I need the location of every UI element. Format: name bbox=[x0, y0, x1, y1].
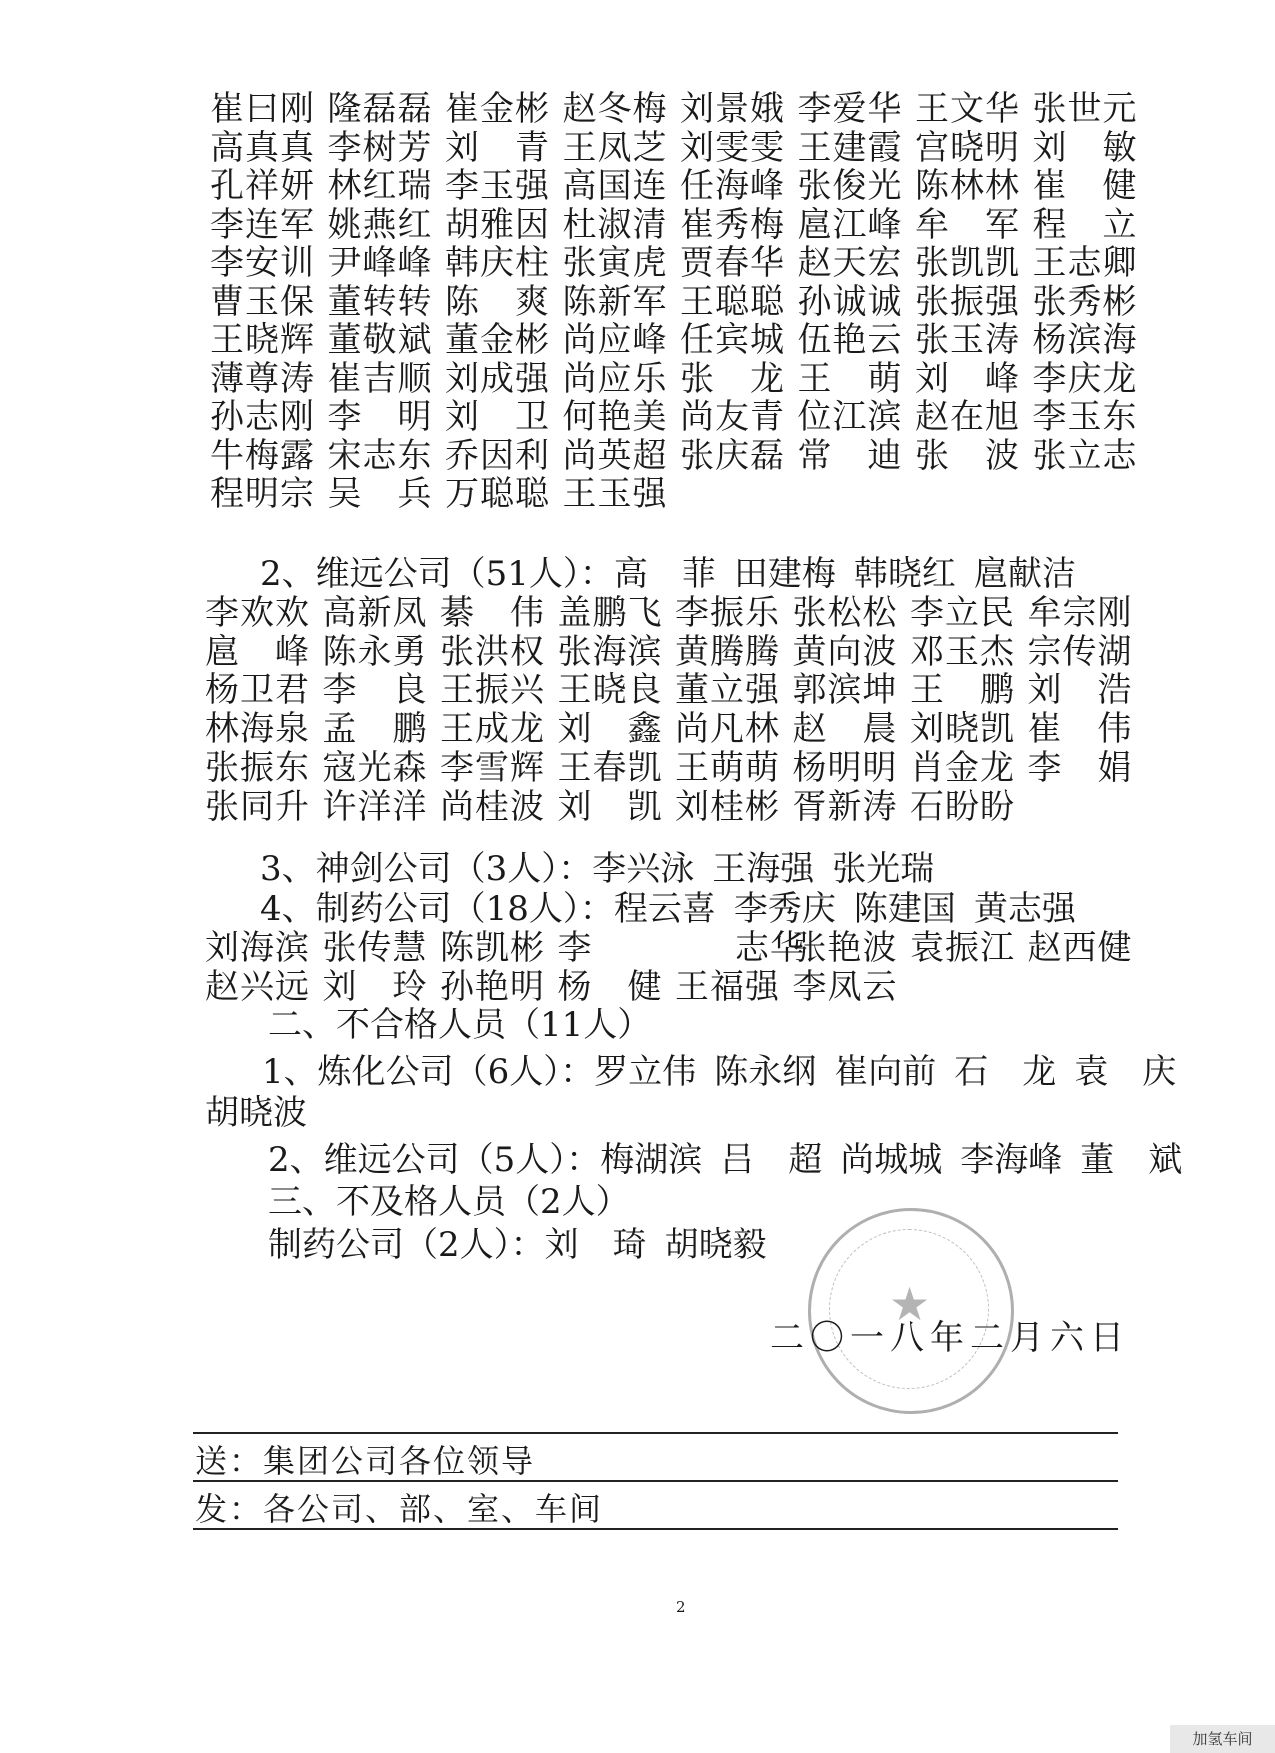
person-name: 林红瑞 bbox=[327, 166, 433, 206]
shenjian-section bbox=[205, 850, 1165, 889]
weiyuan-section bbox=[205, 555, 1165, 827]
person-name: 袁 庆 bbox=[1074, 1052, 1177, 1092]
person-name: 李玉东 bbox=[1032, 397, 1138, 437]
person-name: 高新凤 bbox=[322, 592, 428, 633]
person-name: 高国连 bbox=[562, 166, 668, 206]
person-name: 胡晓毅 bbox=[664, 1225, 767, 1265]
person-name: 崔曰刚 bbox=[210, 89, 315, 129]
person-name: 董立强 bbox=[675, 670, 780, 711]
person-name: 崔金彬 bbox=[445, 89, 550, 129]
star-icon: ★ bbox=[889, 1277, 931, 1331]
person-name: 隆磊磊 bbox=[327, 89, 433, 129]
person-name: 李立民 bbox=[910, 592, 1015, 633]
person-name: 陈新军 bbox=[562, 281, 668, 322]
person-name: 程云喜 bbox=[613, 889, 716, 929]
person-name: 黄向波 bbox=[792, 631, 898, 672]
person-name: 黄腾腾 bbox=[675, 631, 780, 672]
person-name: 黄志强 bbox=[973, 889, 1076, 929]
person-name: 刘景娥 bbox=[680, 89, 785, 129]
person-name: 刘雯雯 bbox=[680, 127, 785, 168]
person-name: 王海强 bbox=[712, 849, 815, 889]
zhiyao-header-line bbox=[205, 890, 1165, 929]
person-name: 牟宗刚 bbox=[1027, 592, 1133, 633]
person-name: 刘 青 bbox=[445, 127, 550, 168]
weiyuan-header-line bbox=[205, 555, 1165, 594]
person-name: 王 萌 bbox=[797, 358, 903, 399]
person-name: 陈建国 bbox=[853, 889, 956, 929]
person-name: 刘 鑫 bbox=[557, 709, 663, 750]
person-name: 刘海滨 bbox=[205, 927, 310, 968]
person-name: 王凤芝 bbox=[562, 127, 668, 168]
person-name: 高 菲 bbox=[613, 554, 716, 594]
person-name: 位江滨 bbox=[797, 397, 903, 437]
person-name: 杜淑清 bbox=[562, 204, 668, 245]
person-name: 宫晓明 bbox=[915, 127, 1020, 168]
person-name: 宗传湖 bbox=[1027, 631, 1133, 672]
person-name: 李安训 bbox=[210, 243, 315, 283]
person-name: 扈江峰 bbox=[797, 204, 903, 245]
person-name: 杨明明 bbox=[792, 747, 898, 788]
person-name: 石盼盼 bbox=[910, 786, 1015, 827]
person-name: 张传慧 bbox=[322, 927, 428, 968]
person-name: 尚应乐 bbox=[562, 358, 668, 399]
person-name: 万聪聪 bbox=[445, 474, 550, 514]
person-name: 李爱华 bbox=[797, 89, 903, 129]
person-name: 刘成强 bbox=[445, 358, 550, 399]
person-name: 赵在旭 bbox=[915, 397, 1020, 437]
person-name: 陈林林 bbox=[915, 166, 1020, 206]
person-name: 李秀庆 bbox=[733, 889, 836, 929]
zhiyao-names bbox=[205, 929, 1165, 1007]
person-name: 石 龙 bbox=[954, 1052, 1057, 1092]
person-name: 张 龙 bbox=[680, 358, 785, 399]
person-name: 张世元 bbox=[1032, 89, 1138, 129]
person-name: 赵西健 bbox=[1027, 927, 1133, 968]
person-name: 王文华 bbox=[915, 89, 1020, 129]
lianhua-unqualified-line bbox=[262, 1052, 1176, 1092]
person-name: 高真真 bbox=[210, 127, 315, 168]
person-name: 牟 军 bbox=[915, 204, 1020, 245]
person-name: 尚英超 bbox=[562, 435, 668, 476]
send-to-line: 送：集团公司各位领导 bbox=[195, 1442, 536, 1480]
person-name: 孟 鹏 bbox=[322, 709, 428, 750]
person-name: 胥新涛 bbox=[792, 786, 898, 827]
person-name: 李连军 bbox=[210, 204, 315, 245]
person-name: 綦 伟 bbox=[440, 592, 545, 633]
divider-line bbox=[193, 1432, 1118, 1434]
person-name: 陈 爽 bbox=[445, 281, 550, 322]
person-name: 韩晓红 bbox=[853, 554, 956, 594]
person-name: 尚凡林 bbox=[675, 709, 780, 750]
person-name: 罗立伟 bbox=[594, 1052, 697, 1092]
person-name: 杨卫君 bbox=[205, 670, 310, 711]
person-name: 赵天宏 bbox=[797, 243, 903, 283]
person-name: 常 迪 bbox=[797, 435, 903, 476]
person-name: 田建梅 bbox=[733, 554, 836, 594]
person-name: 张振东 bbox=[205, 747, 310, 788]
person-name: 刘桂彬 bbox=[675, 786, 780, 827]
person-name: 胡晓波 bbox=[205, 1093, 307, 1133]
person-name: 李雪辉 bbox=[440, 747, 545, 788]
person-name: 王福强 bbox=[675, 966, 780, 1007]
person-name: 李欢欢 bbox=[205, 592, 310, 633]
person-name: 赵兴远 bbox=[205, 966, 310, 1007]
person-name: 胡雅因 bbox=[445, 204, 550, 245]
person-name: 牛梅露 bbox=[210, 435, 315, 476]
person-name: 宋志东 bbox=[327, 435, 433, 476]
person-name: 刘 敏 bbox=[1032, 127, 1138, 168]
person-name: 李海峰 bbox=[960, 1140, 1063, 1180]
person-name: 盖鹏飞 bbox=[557, 592, 663, 633]
person-name: 杨滨海 bbox=[1032, 320, 1138, 360]
zhiyao-header: 4、制药公司（18人）： bbox=[260, 889, 614, 929]
person-name: 刘晓凯 bbox=[910, 709, 1015, 750]
person-name: 杨 健 bbox=[557, 966, 663, 1007]
person-name: 薄尊涛 bbox=[210, 358, 315, 399]
document-date: 二〇一八年二月六日 bbox=[770, 1318, 1130, 1358]
shenjian-header-line bbox=[205, 850, 1165, 889]
lianhua-qualified-names bbox=[210, 90, 1150, 514]
person-name: 邓玉杰 bbox=[910, 631, 1015, 672]
person-name: 董金彬 bbox=[445, 320, 550, 360]
person-name: 李 娟 bbox=[1027, 747, 1133, 788]
person-name: 崔 健 bbox=[1032, 166, 1138, 206]
person-name: 吴 兵 bbox=[327, 474, 433, 514]
person-name: 林海泉 bbox=[205, 709, 310, 750]
person-name: 王萌萌 bbox=[675, 747, 780, 788]
weiyuan-unqualified-header: 2、维远公司（5人）： bbox=[268, 1140, 601, 1180]
person-name: 张同升 bbox=[205, 786, 310, 827]
person-name: 张光瑞 bbox=[832, 849, 935, 889]
person-name: 寇光森 bbox=[322, 747, 428, 788]
person-name: 崔向前 bbox=[834, 1052, 937, 1092]
person-name: 董敬斌 bbox=[327, 320, 433, 360]
person-name: 张艳波 bbox=[792, 927, 898, 968]
person-name: 李树芳 bbox=[327, 127, 433, 168]
person-name: 尹峰峰 bbox=[327, 243, 433, 283]
person-name: 刘 卫 bbox=[445, 397, 550, 437]
person-name: 李振乐 bbox=[675, 592, 780, 633]
person-name: 崔秀梅 bbox=[680, 204, 785, 245]
person-name: 孙诚诚 bbox=[797, 281, 903, 322]
person-name: 尚友青 bbox=[680, 397, 785, 437]
person-name: 张凯凯 bbox=[915, 243, 1020, 283]
person-name: 刘 凯 bbox=[557, 786, 663, 827]
person-name: 贾春华 bbox=[680, 243, 785, 283]
person-name: 尚应峰 bbox=[562, 320, 668, 360]
person-name: 王成龙 bbox=[440, 709, 545, 750]
person-name: 任海峰 bbox=[680, 166, 785, 206]
weiyuan-names bbox=[205, 594, 1165, 827]
person-name: 刘 玲 bbox=[322, 966, 428, 1007]
page-number: 2 bbox=[676, 1598, 686, 1616]
person-name: 张立志 bbox=[1032, 435, 1138, 476]
failed-line bbox=[268, 1225, 767, 1265]
person-name: 张寅虎 bbox=[562, 243, 668, 283]
issue-to-line: 发：各公司、部、室、车间 bbox=[195, 1490, 604, 1528]
person-name: 任宾城 bbox=[680, 320, 785, 360]
person-name: 董 斌 bbox=[1080, 1140, 1183, 1180]
person-name: 李 bbox=[557, 927, 593, 968]
person-name: 乔因利 bbox=[445, 435, 550, 476]
person-name: 许洋洋 bbox=[322, 786, 428, 827]
person-name: 孙志刚 bbox=[210, 397, 315, 437]
lianhua-unqualified-header: 1、炼化公司（6人）： bbox=[262, 1052, 595, 1092]
person-name: 张松松 bbox=[792, 592, 898, 633]
person-name: 尚桂波 bbox=[440, 786, 545, 827]
person-name: 王 鹏 bbox=[910, 670, 1015, 711]
person-name: 张 波 bbox=[915, 435, 1020, 476]
person-name: 陈凯彬 bbox=[440, 927, 545, 968]
person-name: 吕 超 bbox=[720, 1140, 823, 1180]
person-name: 扈献洁 bbox=[973, 554, 1076, 594]
failed-header: 制药公司（2人）： bbox=[268, 1225, 545, 1265]
person-name: 张振强 bbox=[915, 281, 1020, 322]
person-name: 张秀彬 bbox=[1032, 281, 1138, 322]
person-name: 姚燕红 bbox=[327, 204, 433, 245]
person-name: 孔祥妍 bbox=[210, 166, 315, 206]
person-name: 王春凯 bbox=[557, 747, 663, 788]
person-name: 张俊光 bbox=[797, 166, 903, 206]
person-name: 董转转 bbox=[327, 281, 433, 322]
person-name: 张玉涛 bbox=[915, 320, 1020, 360]
person-name: 刘 峰 bbox=[915, 358, 1020, 399]
person-name: 王志卿 bbox=[1032, 243, 1138, 283]
person-name: 赵 晨 bbox=[792, 709, 898, 750]
person-name: 梅湖滨 bbox=[600, 1140, 703, 1180]
divider-line bbox=[193, 1528, 1118, 1530]
person-name: 陈永纲 bbox=[714, 1052, 817, 1092]
person-name: 扈 峰 bbox=[205, 631, 310, 672]
person-name: 李玉强 bbox=[445, 166, 550, 206]
person-name: 张洪权 bbox=[440, 631, 545, 672]
person-name: 王建霞 bbox=[797, 127, 903, 168]
person-name: 刘 琦 bbox=[544, 1225, 647, 1265]
person-name: 李 明 bbox=[327, 397, 433, 437]
person-name: 尚城城 bbox=[840, 1140, 943, 1180]
person-name: 崔 伟 bbox=[1027, 709, 1133, 750]
person-name: 志华 bbox=[735, 927, 805, 968]
person-name: 郭滨坤 bbox=[792, 670, 898, 711]
person-name: 王聪聪 bbox=[680, 281, 785, 322]
person-name: 陈永勇 bbox=[322, 631, 428, 672]
person-name: 赵冬梅 bbox=[562, 89, 668, 129]
person-name: 孙艳明 bbox=[440, 966, 545, 1007]
person-name: 张海滨 bbox=[557, 631, 663, 672]
watermark-label: 加氢车间 bbox=[1170, 1725, 1275, 1753]
person-name: 王晓良 bbox=[557, 670, 663, 711]
weiyuan-unqualified-line bbox=[268, 1140, 1182, 1180]
person-name: 何艳美 bbox=[562, 397, 668, 437]
person-name: 曹玉保 bbox=[210, 281, 315, 322]
failed-title: 三、不及格人员（2人） bbox=[268, 1182, 630, 1222]
person-name: 伍艳云 bbox=[797, 320, 903, 360]
unqualified-title: 二、不合格人员（11人） bbox=[268, 1005, 652, 1045]
person-name: 李 良 bbox=[322, 670, 428, 711]
person-name: 王晓辉 bbox=[210, 320, 315, 360]
person-name: 李兴泳 bbox=[592, 849, 695, 889]
person-name: 王振兴 bbox=[440, 670, 545, 711]
divider-line bbox=[193, 1480, 1118, 1482]
person-name: 肖金龙 bbox=[910, 747, 1015, 788]
person-name: 王玉强 bbox=[562, 474, 668, 514]
person-name: 李凤云 bbox=[792, 966, 898, 1007]
zhiyao-section bbox=[205, 890, 1165, 1006]
person-name: 刘 浩 bbox=[1027, 670, 1133, 711]
shenjian-header: 3、神剑公司（3人）： bbox=[260, 849, 593, 889]
person-name: 李庆龙 bbox=[1032, 358, 1138, 399]
person-name: 程明宗 bbox=[210, 474, 315, 514]
weiyuan-header: 2、维远公司（51人）： bbox=[260, 554, 614, 594]
person-name: 张庆磊 bbox=[680, 435, 785, 476]
person-name: 韩庆柱 bbox=[445, 243, 550, 283]
person-name: 崔吉顺 bbox=[327, 358, 433, 399]
person-name: 袁振江 bbox=[910, 927, 1015, 968]
person-name: 程 立 bbox=[1032, 204, 1138, 245]
